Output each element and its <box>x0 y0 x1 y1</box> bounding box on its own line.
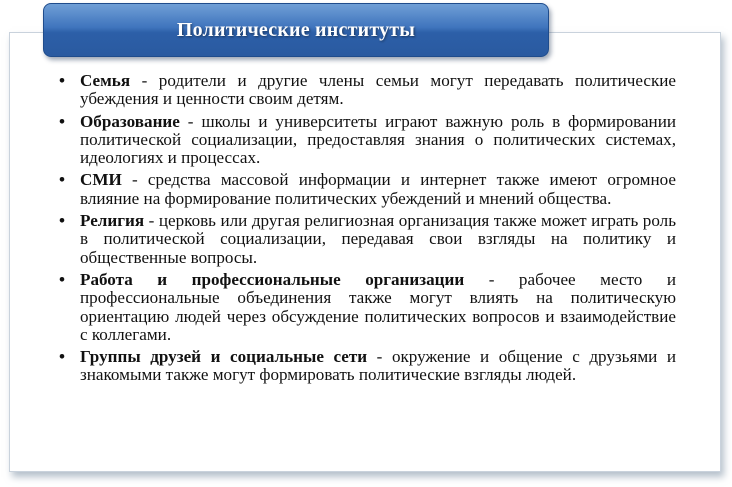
item-term: Образование <box>80 111 180 131</box>
institutions-list <box>58 72 676 389</box>
list-item-work <box>58 271 676 344</box>
item-term: СМИ <box>80 170 122 190</box>
item-term: Семья <box>80 71 131 90</box>
bullet-icon: • <box>59 211 65 231</box>
title-banner <box>43 3 549 57</box>
item-text: - школы и университеты играют важную роль в формировании политической социализации, предоставляя знания о политических системах, идеологиях и процессах. <box>80 111 676 168</box>
page-title: Политические институты <box>176 18 416 41</box>
list-item-religion <box>58 212 676 267</box>
list-item-family <box>58 72 676 109</box>
bullet-icon: • <box>59 269 65 289</box>
list-item-media <box>58 171 676 208</box>
item-term: Группы друзей и социальные сети <box>80 347 368 367</box>
item-text: - окружение и общение с друзьями и знакомыми также могут формировать политические взгляды людей. <box>80 347 676 385</box>
bullet-icon: • <box>59 170 65 190</box>
bullet-icon: • <box>59 111 65 131</box>
item-text: - средства массовой информации и интернет также имеют огромное влияние на формирование политических убеждений и мнений общества. <box>80 170 676 208</box>
item-term: Религия <box>80 211 145 231</box>
item-term: Работа и профессиональные организации <box>80 269 465 289</box>
item-text: - церковь или другая религиозная организация также может играть роль в политической социализации, передавая свои взгляды на политику и общественные вопросы. <box>80 211 676 267</box>
item-text: - рабочее место и профессиональные объединения также могут влиять на политическую ориентацию людей через обсуждение политических вопросов и взаимодействие с коллегами. <box>80 269 677 344</box>
list-item-friends <box>58 348 676 385</box>
bullet-icon: • <box>59 71 65 90</box>
list-item-education <box>58 113 676 168</box>
item-text: - родители и другие члены семьи могут передавать политические убеждения и ценности своим детям. <box>80 71 676 109</box>
bullet-icon: • <box>59 347 65 367</box>
